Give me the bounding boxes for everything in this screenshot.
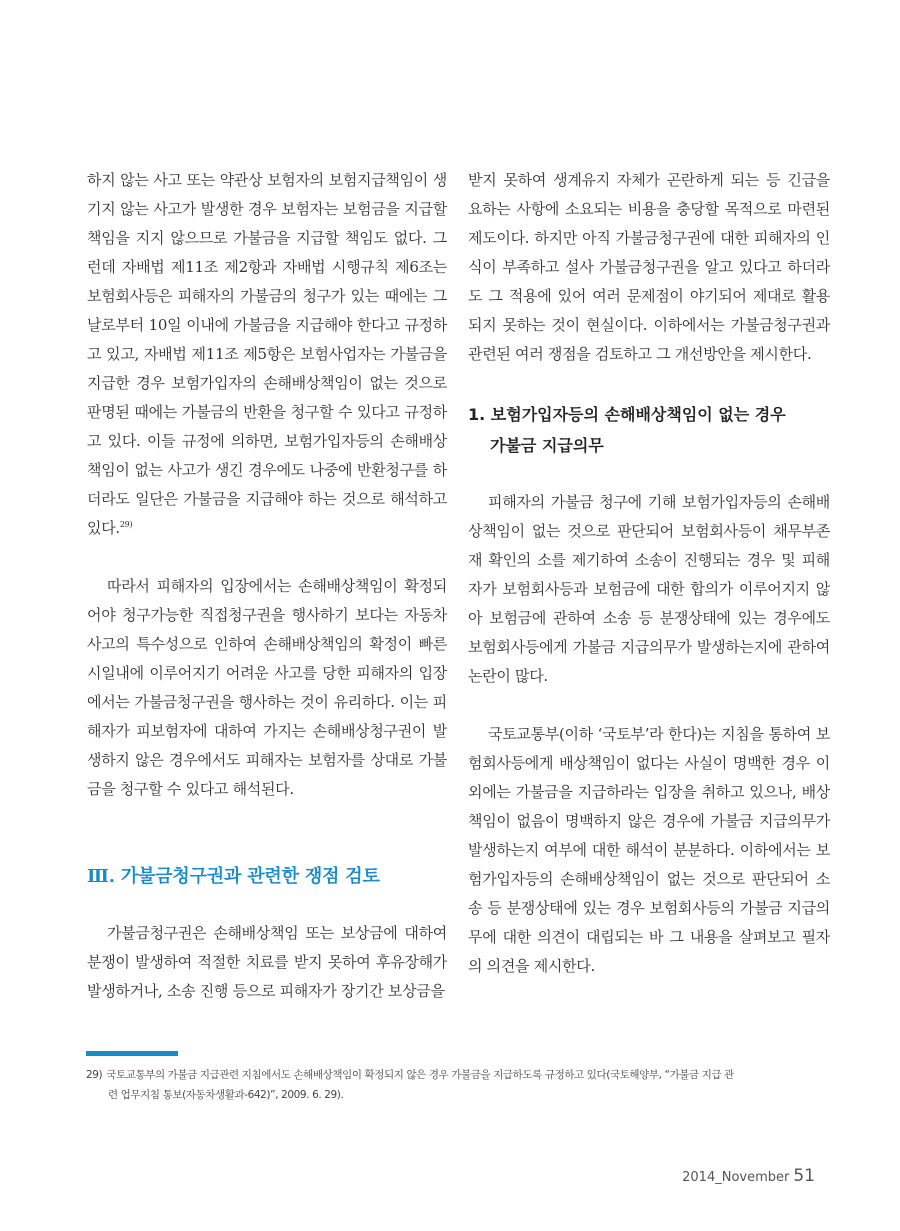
paragraph-text: 하지 않는 사고 또는 약관상 보험자의 보험지급책임이 생기지 않는 사고가 발생한 경우 보험자는 보험금을 지급할 책임을 지지 않으므로 가불금을 지급할 책임도 없다. 그런데 자배법 제11조 제2항과 자배법 시행규칙 제6조는 보험회사등은 피해자의 가불금의 청구가 있는 때에는 그 날로부터 10일 이내에 가불금을 지급해야 한다고 규정하고 있고, 자배법 제11조 제5항은 보험사업자는 가불금을 지급한 경우 보험가입자의 손해배상책임이 없는 것으로 판명된 때에는 가불금의 반환을 청구할 수 있다고 규정하고 있다. 이들 규정에 의하면, 보험가입자등의 손해배상책임이 없는 사고가 생긴 경우에도 나중에 반환청구를 하더라도 일단은 가불금을 지급해야 하는 것으로 해석하고 있다. [87, 171, 447, 537]
body-paragraph: 피해자의 가불금 청구에 기해 보험가입자등의 손해배상책임이 없는 것으로 판단되어 보험회사등이 채무부존재 확인의 소를 제기하여 소송이 진행되는 경우 및 피해자가 보험회사등과 보험금에 대한 합의가 이루어지지 않아 보험금에 관하여 소송 등 분쟁상태에 있는 경우에도 보험회사등에게 가불금 지급의무가 발생하는지에 관하여 논란이 많다. [468, 493, 830, 685]
body-paragraph: 가불금청구권은 손해배상책임 또는 보상금에 대하여 분쟁이 발생하여 적절한 치료를 받지 못하여 후유장해가 발생하거나, 소송 진행 등으로 피해자가 장기간 보상금을 [87, 924, 447, 1000]
footnote-divider [86, 1051, 178, 1056]
issue-label: 2014_November [682, 1170, 790, 1185]
page-footer [682, 1166, 815, 1186]
body-paragraph: 국토교통부(이하 ‘국토부’라 한다)는 지침을 통하여 보험회사등에게 배상책임이 없다는 사실이 명백한 경우 이외에는 가불금을 지급하라는 입장을 취하고 있으나, 배상책임이 없음이 명백하지 않은 경우에 가불금 지급의무가 발생하는지 여부에 대한 해석이 분분하다. 이하에서는 보험가입자등의 손해배상책임이 없는 것으로 판단되어 소송 등 분쟁상태에 있는 경우 보험회사등의 가불금 지급의무에 대한 의견이 대립되는 바 그 내용을 살펴보고 필자의 의견을 제시한다. [468, 725, 830, 975]
body-paragraph: 받지 못하여 생계유지 자체가 곤란하게 되는 등 긴급을 요하는 사항에 소요되는 비용을 충당할 목적으로 마련된 제도이다. 하지만 아직 가불금청구권에 대한 피해자의 인식이 부족하고 설사 가불금청구권을 알고 있다고 하더라도 그 적용에 있어 여러 문제점이 야기되어 제대로 활용되지 못하는 것이 현실이다. 이하에서는 가불금청구권과 관련된 여러 쟁점을 검토하고 그 개선방안을 제시한다. [468, 171, 830, 363]
footnote-number: 29) [86, 1069, 103, 1081]
page-number: 51 [793, 1166, 815, 1186]
left-column [87, 166, 447, 1006]
footnote [86, 1065, 821, 1105]
section-heading: Ⅲ. 가불금청구권과 관련한 쟁점 검토 [87, 866, 380, 887]
footnote-text-line1: 국토교통부의 가불금 지급관련 지침에서도 손해배상책임이 확정되지 않은 경우 가불금을 지급하도록 규정하고 있다(국토해양부, “가불금 지급 관 [106, 1069, 734, 1081]
subsection-heading [468, 399, 830, 461]
subsection-heading-line1: 1. 보험가입자등의 손해배상책임이 없는 경우 [468, 405, 786, 424]
body-paragraph [87, 166, 447, 543]
right-column [468, 166, 830, 981]
footnote-ref[interactable]: 29) [119, 520, 133, 529]
body-paragraph: 따라서 피해자의 입장에서는 손해배상책임이 확정되어야 청구가능한 직접청구권을 행사하기 보다는 자동차사고의 특수성으로 인하여 손해배상책임의 확정이 빠른 시일내에 이루어지기 어려운 사고를 당한 피해자의 입장에서는 가불금청구권을 행사하는 것이 유리하다. 이는 피해자가 피보험자에 대하여 가지는 손해배상청구권이 발생하지 않은 경우에서도 피해자는 보험자를 상대로 가불금을 청구할 수 있다고 해석된다. [87, 577, 447, 798]
footnote-text-line2: 련 업무지침 통보(자동차생활과-642)”, 2009. 6. 29). [108, 1089, 344, 1101]
subsection-heading-line2: 가불금 지급의무 [490, 436, 604, 455]
